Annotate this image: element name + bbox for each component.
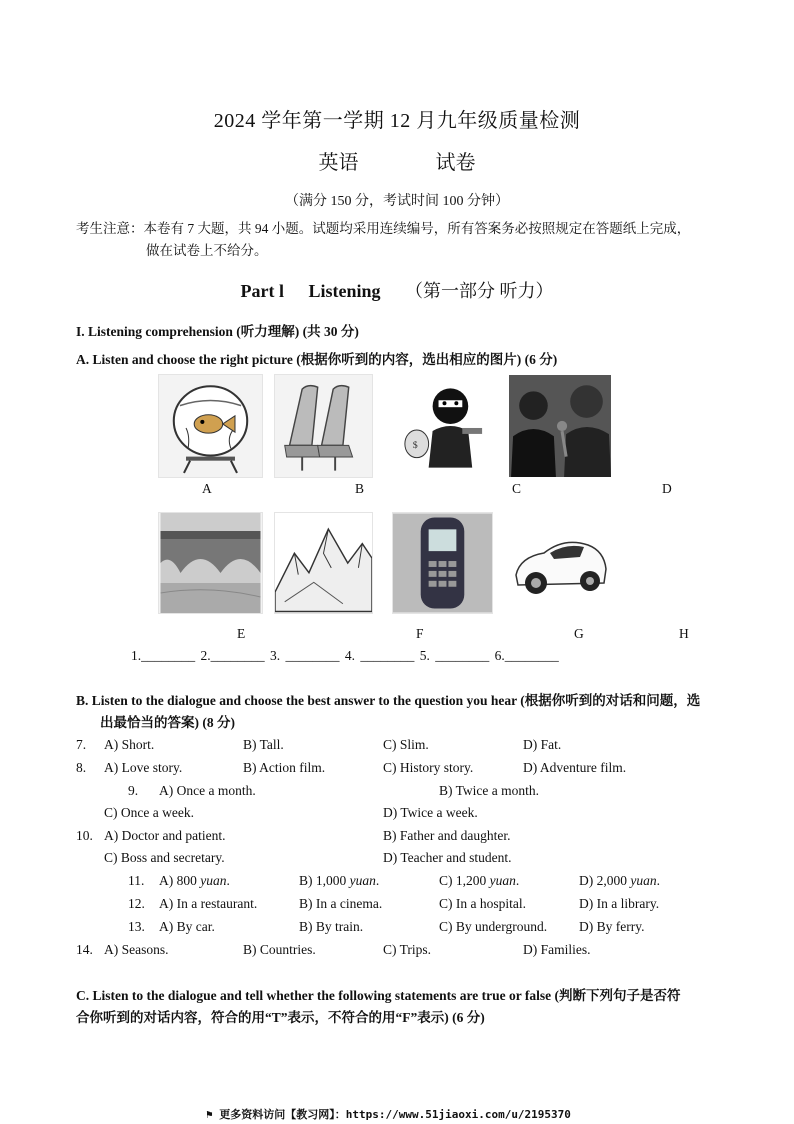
picture-label-f: F xyxy=(416,626,424,641)
interview-picture xyxy=(508,374,612,478)
part-heading xyxy=(0,277,794,303)
q11-option-c: C) 1,200 yuan. xyxy=(439,873,520,888)
q8-option-a: A) Love story. xyxy=(104,760,183,775)
q14-option-d: D) Families. xyxy=(523,942,591,957)
thief-picture xyxy=(392,374,493,478)
q12-number: 12. xyxy=(128,896,145,911)
picture-label-b: B xyxy=(355,481,365,496)
subject-line xyxy=(0,146,794,175)
subject-name: 英语 xyxy=(318,152,359,174)
notice-line-2: 做在试卷上不给分。 xyxy=(146,243,268,258)
section-c-heading xyxy=(76,985,726,1029)
picture-label-d: D xyxy=(662,481,672,496)
exam-notice xyxy=(76,218,736,262)
part-cn: （第一部分 听力） xyxy=(405,281,554,301)
q9-number: 9. xyxy=(128,783,139,798)
q11-option-b: B) 1,000 yuan. xyxy=(299,873,380,888)
q14-option-c: C) Trips. xyxy=(383,942,432,957)
picture-label-h: H xyxy=(679,626,689,641)
q12-option-d: D) In a library. xyxy=(579,896,660,911)
notice-line-1: 考生注意：本卷有 7 大题，共 94 小题。试题均采用连续编号，所有答案务必按照规定在答题纸上完成， xyxy=(76,221,691,236)
q7-option-b: B) Tall. xyxy=(243,737,284,752)
seats-picture xyxy=(274,374,373,478)
exam-title: 2024 学年第一学期 12 月九年级质量检测 xyxy=(213,110,581,132)
q8-number: 8. xyxy=(76,760,87,775)
q12-option-c: C) In a hospital. xyxy=(439,896,526,911)
q13-option-b: B) By train. xyxy=(299,919,364,934)
q11-option-d: D) 2,000 yuan. xyxy=(579,873,660,888)
section-c-heading-line1: C. Listen to the dialogue and tell whether the following statements are true or false (判断下列句子是否符 xyxy=(76,988,681,1003)
q7-number: 7. xyxy=(76,737,87,752)
footer-text: 更多资料访问【教习网】：https://www.51jiaoxi.com/u/2195370 xyxy=(219,1108,571,1121)
q9-option-b: B) Twice a month. xyxy=(439,783,540,798)
section-a-heading: A. Listen and choose the right picture (根据你听到的内容，选出相应的图片) (6 分) xyxy=(76,352,558,367)
q9-option-c: C) Once a week. xyxy=(104,805,194,820)
q12-option-a: A) In a restaurant. xyxy=(159,896,258,911)
q10-option-c: C) Boss and secretary. xyxy=(104,850,225,865)
q14-option-b: B) Countries. xyxy=(243,942,316,957)
q8-option-b: B) Action film. xyxy=(243,760,326,775)
svg-text:$: $ xyxy=(412,439,418,451)
q8-option-d: D) Adventure film. xyxy=(523,760,627,775)
q7-option-c: C) Slim. xyxy=(383,737,429,752)
fishbowl-picture xyxy=(158,374,263,478)
picture-label-g: G xyxy=(574,626,584,641)
q10-option-a: A) Doctor and patient. xyxy=(104,828,226,843)
q10-option-b: B) Father and daughter. xyxy=(383,828,511,843)
q11-number: 11. xyxy=(128,873,145,888)
section-1-heading: I. Listening comprehension (听力理解) (共 30 分) xyxy=(76,324,359,339)
q14-number: 14. xyxy=(76,942,93,957)
picture-label-e: E xyxy=(237,626,246,641)
bridge-picture xyxy=(158,512,263,614)
q12-option-b: B) In a cinema. xyxy=(299,896,383,911)
q10-option-d: D) Teacher and student. xyxy=(383,850,512,865)
section-b-heading-line2: 出最恰当的答案) (8 分) xyxy=(100,715,235,730)
exam-info: （满分 150 分，考试时间 100 分钟） xyxy=(285,194,509,209)
q10-number: 10. xyxy=(76,828,93,843)
q9-option-d: D) Twice a week. xyxy=(383,805,478,820)
section-b-heading-line1: B. Listen to the dialogue and choose the best answer to the question you hear (根据你听到的对话和问题，选 xyxy=(76,693,701,708)
q13-option-d: D) By ferry. xyxy=(579,919,645,934)
picture-label-c: C xyxy=(512,481,522,496)
part-name: Part l xyxy=(240,281,284,301)
picture-label-a: A xyxy=(202,481,212,496)
section-b-heading xyxy=(76,690,726,734)
mountains-picture xyxy=(274,512,373,614)
q8-option-c: C) History story. xyxy=(383,760,474,775)
q11-option-a: A) 800 yuan. xyxy=(159,873,230,888)
q13-number: 13. xyxy=(128,919,145,934)
answer-blanks-1-6: 1.________ 2.________ 3. ________ 4. ________ 5. ________ 6.________ xyxy=(131,648,559,663)
car-picture xyxy=(508,512,612,614)
q13-option-c: C) By underground. xyxy=(439,919,548,934)
q9-option-a: A) Once a month. xyxy=(159,783,256,798)
footer-link[interactable] xyxy=(206,1106,571,1122)
flag-icon: ⚑ xyxy=(206,1108,220,1121)
phone-picture xyxy=(392,512,493,614)
part-listening: Listening xyxy=(308,281,381,301)
q14-option-a: A) Seasons. xyxy=(104,942,169,957)
section-c-heading-line2: 合你听到的对话内容，符合的用“T”表示，不符合的用“F”表示) (6 分) xyxy=(76,1010,485,1025)
q13-option-a: A) By car. xyxy=(159,919,215,934)
q7-option-d: D) Fat. xyxy=(523,737,562,752)
paper-type: 试卷 xyxy=(435,152,476,174)
q7-option-a: A) Short. xyxy=(104,737,155,752)
